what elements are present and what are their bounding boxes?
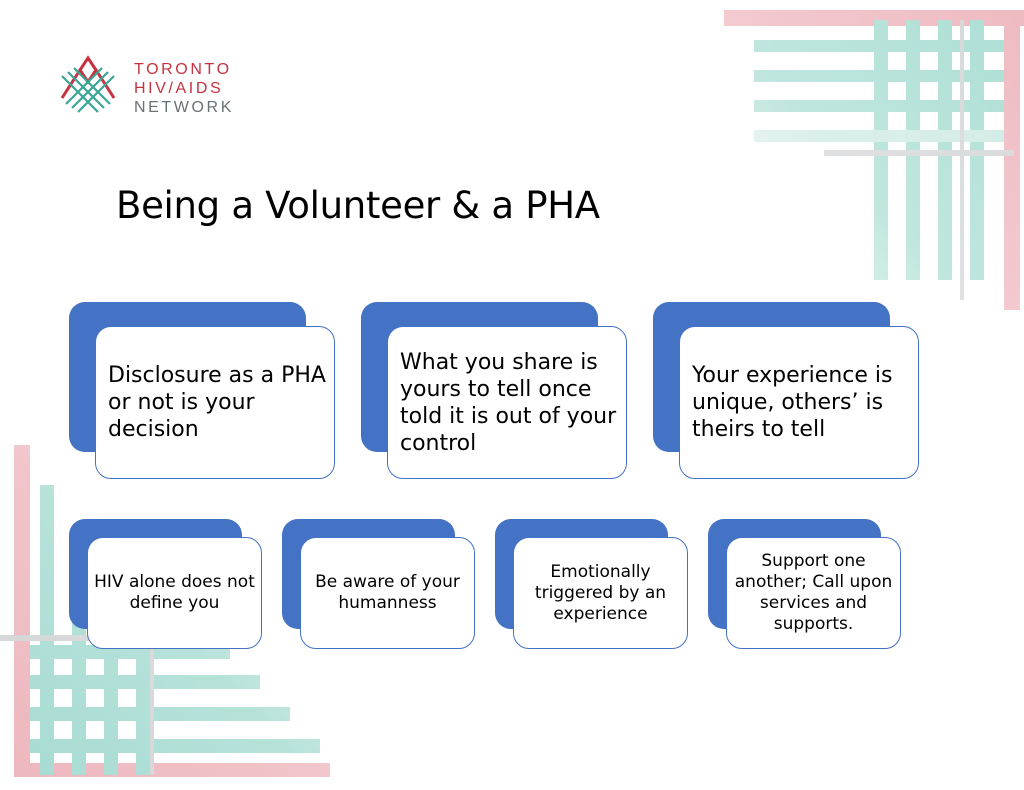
card-text: Be aware of your humanness [315,572,460,613]
toronto-hiv-aids-network-logo-icon [58,54,118,116]
card-text: Support one another; Call upon services and supports. [734,551,893,634]
card-panel [95,326,335,479]
card-text: Disclosure as a PHA or not is your decision [108,363,326,442]
logo-wordmark [134,60,234,117]
card-panel [387,326,627,479]
card-panel [726,537,901,649]
card-panel [87,537,262,649]
organization-logo [58,54,258,124]
card-text: What you share is yours to tell once told it is out of your control [400,349,617,456]
logo-line-2: HIV/AIDS [134,80,224,97]
card-text: Emotionally triggered by an experience [534,561,667,624]
plaid-decoration-top-right [724,0,1024,330]
card-panel [513,537,688,649]
logo-line-3: NETWORK [134,99,234,116]
slide-title: Being a Volunteer & a PHA [116,184,600,227]
card-text: HIV alone does not define you [94,572,255,613]
card-panel [300,537,475,649]
card-panel [679,326,919,479]
card-text: Your experience is unique, others’ is theirs to tell [692,363,893,442]
logo-line-1: TORONTO [134,61,232,78]
